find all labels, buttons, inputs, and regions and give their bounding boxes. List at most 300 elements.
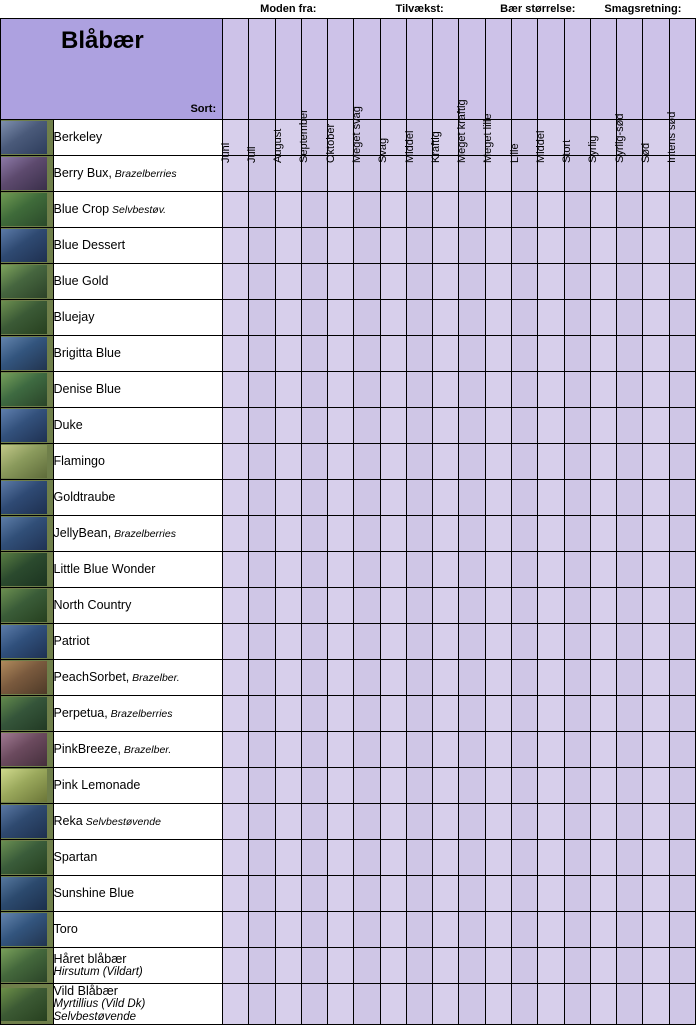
attribute-cell (512, 336, 538, 372)
attribute-cell (538, 588, 564, 624)
thumbnail-image (1, 877, 47, 910)
attribute-cell-marked (643, 444, 669, 480)
attribute-cell (538, 768, 564, 804)
attribute-cell (354, 336, 380, 372)
attribute-cell-marked (564, 336, 590, 372)
variety-thumbnail (1, 840, 54, 876)
attribute-cell (617, 768, 643, 804)
attribute-cell (433, 444, 459, 480)
attribute-cell (538, 840, 564, 876)
variety-name-cell (53, 876, 223, 912)
group-header-berrysize: Bær størrelse: (485, 0, 590, 19)
attribute-cell (459, 228, 485, 264)
attribute-cell (433, 480, 459, 516)
attribute-cell (459, 300, 485, 336)
attribute-cell-marked (328, 696, 354, 732)
attribute-cell (643, 948, 669, 984)
thumbnail-image (1, 409, 47, 442)
attribute-cell-marked (512, 948, 538, 984)
attribute-cell (406, 876, 432, 912)
table-row (1, 228, 696, 264)
variety-name: Perpetua, (53, 706, 108, 721)
variety-name: PinkBreeze, (53, 742, 121, 757)
table-row (1, 264, 696, 300)
attribute-cell (590, 444, 616, 480)
attribute-cell (590, 192, 616, 228)
attribute-cell (459, 984, 485, 1025)
attribute-cell (669, 336, 695, 372)
variety-name-cell (53, 840, 223, 876)
thumbnail-image (1, 949, 47, 982)
attribute-cell (249, 876, 275, 912)
variety-name-cell (53, 660, 223, 696)
attribute-cell-marked (301, 264, 327, 300)
table-body (1, 120, 696, 1025)
thumbnail-image (1, 733, 47, 766)
attribute-cell (617, 228, 643, 264)
thumbnail-image (1, 841, 47, 874)
group-header-growth: Tilvækst: (354, 0, 485, 19)
attribute-cell-marked (538, 264, 564, 300)
variety-name: Berry Bux, (53, 166, 112, 181)
attribute-cell (564, 660, 590, 696)
group-header-ripening: Moden fra: (223, 0, 354, 19)
attribute-cell (459, 264, 485, 300)
attribute-cell (301, 516, 327, 552)
attribute-cell (485, 876, 511, 912)
attribute-cell-marked (354, 516, 380, 552)
attribute-cell-marked (275, 624, 301, 660)
attribute-cell (328, 660, 354, 696)
attribute-cell (669, 372, 695, 408)
attribute-cell (459, 840, 485, 876)
column-header-row (1, 19, 696, 120)
attribute-cell-marked (617, 984, 643, 1025)
attribute-cell (223, 228, 249, 264)
variety-thumbnail (1, 732, 54, 768)
attribute-cell (459, 768, 485, 804)
attribute-cell-marked (223, 624, 249, 660)
attribute-cell (669, 912, 695, 948)
attribute-cell-marked (275, 840, 301, 876)
attribute-cell (512, 228, 538, 264)
variety-name: Reka (53, 814, 83, 829)
attribute-cell (223, 840, 249, 876)
attribute-cell (301, 444, 327, 480)
attribute-cell (564, 876, 590, 912)
attribute-cell (512, 552, 538, 588)
attribute-cell (538, 804, 564, 840)
attribute-cell (512, 372, 538, 408)
attribute-cell (617, 480, 643, 516)
attribute-cell (354, 444, 380, 480)
attribute-cell (406, 984, 432, 1025)
attribute-cell (590, 732, 616, 768)
attribute-cell (328, 804, 354, 840)
col-header-kraftig: Kraftig (433, 19, 459, 120)
attribute-cell-marked (643, 588, 669, 624)
attribute-cell (223, 660, 249, 696)
attribute-cell (380, 732, 406, 768)
attribute-cell (459, 480, 485, 516)
attribute-cell (669, 804, 695, 840)
attribute-cell-marked (564, 372, 590, 408)
variety-name-cell (53, 516, 223, 552)
attribute-cell (485, 696, 511, 732)
thumbnail-image (1, 517, 47, 550)
variety-subtitle: Brazelberries (111, 168, 177, 181)
attribute-cell (354, 804, 380, 840)
attribute-cell-marked (249, 516, 275, 552)
attribute-cell-marked (275, 444, 301, 480)
attribute-cell-marked (433, 372, 459, 408)
attribute-cell-marked (564, 804, 590, 840)
variety-name: Brigitta Blue (53, 346, 121, 361)
attribute-cell-marked (275, 480, 301, 516)
attribute-cell-marked (406, 480, 432, 516)
attribute-cell (485, 192, 511, 228)
attribute-cell (249, 840, 275, 876)
attribute-cell (459, 444, 485, 480)
attribute-cell (485, 480, 511, 516)
variety-name: Berkeley (53, 130, 103, 145)
attribute-cell (512, 192, 538, 228)
thumbnail-image (1, 769, 47, 802)
attribute-cell (223, 948, 249, 984)
variety-name: Spartan (53, 850, 98, 865)
col-header-august: August (275, 19, 301, 120)
attribute-cell (249, 264, 275, 300)
attribute-cell (249, 480, 275, 516)
attribute-cell-marked (643, 192, 669, 228)
attribute-cell (459, 372, 485, 408)
attribute-cell (433, 768, 459, 804)
attribute-cell (223, 696, 249, 732)
attribute-cell-marked (643, 768, 669, 804)
attribute-cell (328, 192, 354, 228)
attribute-cell-marked (275, 228, 301, 264)
attribute-cell-marked (459, 192, 485, 228)
attribute-cell (669, 264, 695, 300)
thumbnail-image (1, 229, 47, 262)
attribute-cell-marked (380, 264, 406, 300)
attribute-cell-marked (301, 192, 327, 228)
attribute-cell (406, 696, 432, 732)
attribute-cell (328, 588, 354, 624)
attribute-cell-marked (354, 552, 380, 588)
attribute-cell (223, 804, 249, 840)
attribute-cell (485, 444, 511, 480)
variety-name-cell (53, 300, 223, 336)
attribute-cell (485, 300, 511, 336)
attribute-cell (512, 588, 538, 624)
col-header-middel-size: Middel (538, 19, 564, 120)
col-header-meget-kraftig: Meget kraftig (459, 19, 485, 120)
attribute-cell (512, 408, 538, 444)
variety-name-cell (53, 696, 223, 732)
variety-name-cell (53, 372, 223, 408)
variety-thumbnail (1, 444, 54, 480)
attribute-cell (223, 984, 249, 1025)
attribute-cell-marked (406, 732, 432, 768)
variety-name: Patriot (53, 634, 90, 649)
attribute-cell (354, 228, 380, 264)
variety-name: Sunshine Blue (53, 886, 135, 901)
attribute-cell (485, 840, 511, 876)
variety-subtitle: Hirsutum (Vildart) (53, 966, 143, 979)
table-row (1, 732, 696, 768)
attribute-cell-marked (564, 768, 590, 804)
attribute-cell-marked (538, 876, 564, 912)
attribute-cell (512, 732, 538, 768)
attribute-cell-marked (538, 732, 564, 768)
table-row (1, 876, 696, 912)
attribute-cell-marked (380, 408, 406, 444)
attribute-cell-marked (643, 624, 669, 660)
attribute-cell-marked (538, 228, 564, 264)
attribute-cell (275, 696, 301, 732)
attribute-cell (406, 516, 432, 552)
attribute-cell-marked (669, 696, 695, 732)
attribute-cell-marked (275, 912, 301, 948)
attribute-cell-marked (538, 552, 564, 588)
attribute-cell (328, 336, 354, 372)
variety-subtitle: Brazelber. (120, 744, 172, 757)
attribute-cell (406, 372, 432, 408)
col-header-oktober: Oktober (328, 19, 354, 120)
attribute-cell (223, 264, 249, 300)
attribute-cell (617, 624, 643, 660)
attribute-cell-marked (617, 804, 643, 840)
attribute-cell-marked (301, 696, 327, 732)
attribute-cell-marked (275, 264, 301, 300)
attribute-cell (590, 408, 616, 444)
attribute-cell-marked (643, 372, 669, 408)
variety-name-cell (53, 912, 223, 948)
attribute-cell (590, 624, 616, 660)
thumbnail-image (1, 553, 47, 586)
attribute-cell (617, 948, 643, 984)
attribute-cell (512, 912, 538, 948)
attribute-cell (223, 480, 249, 516)
attribute-cell (564, 984, 590, 1025)
col-header-september: September (301, 19, 327, 120)
attribute-cell (512, 660, 538, 696)
variety-subtitle: Brazelberries (107, 708, 173, 721)
table-row (1, 804, 696, 840)
attribute-cell (459, 876, 485, 912)
attribute-cell (380, 696, 406, 732)
attribute-cell (617, 732, 643, 768)
table-row (1, 840, 696, 876)
attribute-cell (669, 300, 695, 336)
attribute-cell (328, 408, 354, 444)
table-row (1, 408, 696, 444)
variety-name: Pink Lemonade (53, 778, 141, 793)
attribute-cell (223, 552, 249, 588)
attribute-cell (354, 768, 380, 804)
attribute-cell (538, 336, 564, 372)
attribute-cell (433, 408, 459, 444)
attribute-cell-marked (301, 336, 327, 372)
attribute-cell-marked (275, 300, 301, 336)
attribute-cell (328, 552, 354, 588)
attribute-cell (249, 372, 275, 408)
attribute-cell (301, 912, 327, 948)
attribute-cell (590, 264, 616, 300)
attribute-cell (590, 840, 616, 876)
attribute-cell (328, 480, 354, 516)
attribute-cell-marked (249, 804, 275, 840)
attribute-cell-marked (249, 732, 275, 768)
attribute-cell-marked (249, 624, 275, 660)
attribute-cell (354, 192, 380, 228)
attribute-cell-marked (564, 696, 590, 732)
variety-name-cell (53, 732, 223, 768)
attribute-cell (354, 876, 380, 912)
attribute-cell-marked (564, 300, 590, 336)
attribute-cell (380, 336, 406, 372)
attribute-cell (485, 588, 511, 624)
attribute-cell-marked (249, 444, 275, 480)
attribute-cell-marked (275, 732, 301, 768)
attribute-cell (643, 804, 669, 840)
attribute-cell (380, 228, 406, 264)
attribute-cell-marked (564, 840, 590, 876)
attribute-cell (590, 336, 616, 372)
col-header-meget-svag: Meget svag (354, 19, 380, 120)
attribute-cell (433, 264, 459, 300)
attribute-cell-marked (538, 912, 564, 948)
group-header-taste: Smagsretning: (590, 0, 695, 19)
attribute-cell (669, 984, 695, 1025)
attribute-cell (354, 372, 380, 408)
attribute-cell-marked (301, 228, 327, 264)
attribute-cell (354, 840, 380, 876)
attribute-cell (433, 984, 459, 1025)
table-row (1, 588, 696, 624)
attribute-cell (485, 264, 511, 300)
col-header-intens-sod: Intens sød (669, 19, 695, 120)
attribute-cell (459, 408, 485, 444)
attribute-cell-marked (275, 984, 301, 1025)
attribute-cell (538, 696, 564, 732)
variety-thumbnail (1, 552, 54, 588)
attribute-cell (301, 300, 327, 336)
attribute-cell-marked (301, 948, 327, 984)
variety-thumbnail (1, 300, 54, 336)
attribute-cell (380, 768, 406, 804)
variety-thumbnail (1, 336, 54, 372)
attribute-cell (301, 732, 327, 768)
variety-thumbnail (1, 696, 54, 732)
attribute-cell (380, 912, 406, 948)
attribute-cell (406, 264, 432, 300)
table-row (1, 660, 696, 696)
attribute-cell (512, 804, 538, 840)
group-header-row (1, 0, 696, 19)
attribute-cell (590, 372, 616, 408)
variety-thumbnail (1, 156, 54, 192)
attribute-cell-marked (538, 444, 564, 480)
col-header-sod: Sød (643, 19, 669, 120)
attribute-cell (380, 660, 406, 696)
attribute-cell-marked (590, 948, 616, 984)
thumbnail-image (1, 913, 47, 946)
attribute-cell-marked (538, 300, 564, 336)
attribute-cell-marked (643, 660, 669, 696)
attribute-cell (512, 876, 538, 912)
variety-name-cell (53, 264, 223, 300)
attribute-cell (669, 588, 695, 624)
attribute-cell (564, 732, 590, 768)
table-row (1, 912, 696, 948)
col-header-stort: Stort (564, 19, 590, 120)
variety-name: Blue Crop (53, 202, 110, 217)
variety-name-cell (53, 624, 223, 660)
attribute-cell-marked (249, 300, 275, 336)
variety-subtitle: Myrtillius (Vild Dk) Selvbestøvende (53, 998, 146, 1024)
attribute-cell (512, 624, 538, 660)
attribute-cell (406, 444, 432, 480)
attribute-cell (485, 408, 511, 444)
attribute-cell (223, 768, 249, 804)
attribute-cell (459, 732, 485, 768)
attribute-cell-marked (301, 480, 327, 516)
attribute-cell (669, 480, 695, 516)
variety-name: PeachSorbet, (53, 670, 130, 685)
attribute-cell-marked (275, 552, 301, 588)
attribute-cell (406, 912, 432, 948)
attribute-cell (433, 804, 459, 840)
attribute-cell (459, 624, 485, 660)
variety-name: Toro (53, 922, 78, 937)
attribute-cell (223, 444, 249, 480)
attribute-cell (590, 912, 616, 948)
attribute-cell-marked (275, 372, 301, 408)
title-thumb-cell (1, 19, 54, 120)
variety-thumbnail (1, 984, 54, 1025)
table-row (1, 192, 696, 228)
attribute-cell-marked (564, 228, 590, 264)
attribute-cell (564, 912, 590, 948)
attribute-cell (485, 768, 511, 804)
attribute-cell (406, 840, 432, 876)
group-header-spacer (1, 0, 223, 19)
attribute-cell (223, 912, 249, 948)
attribute-cell-marked (617, 336, 643, 372)
attribute-cell-marked (249, 696, 275, 732)
attribute-cell (459, 912, 485, 948)
col-header-meget-lille: Meget lille (485, 19, 511, 120)
attribute-cell-marked (275, 948, 301, 984)
attribute-cell (380, 300, 406, 336)
variety-name-cell (53, 480, 223, 516)
attribute-cell (669, 408, 695, 444)
attribute-cell (617, 912, 643, 948)
attribute-cell-marked (406, 768, 432, 804)
page-title: Blåbær (61, 27, 144, 54)
attribute-cell-marked (433, 912, 459, 948)
attribute-cell (328, 228, 354, 264)
variety-name: Håret blåbær (53, 951, 127, 966)
attribute-cell (538, 516, 564, 552)
variety-name-cell (53, 444, 223, 480)
thumbnail-image (1, 121, 47, 154)
attribute-cell (380, 552, 406, 588)
attribute-cell (512, 480, 538, 516)
attribute-cell (354, 480, 380, 516)
